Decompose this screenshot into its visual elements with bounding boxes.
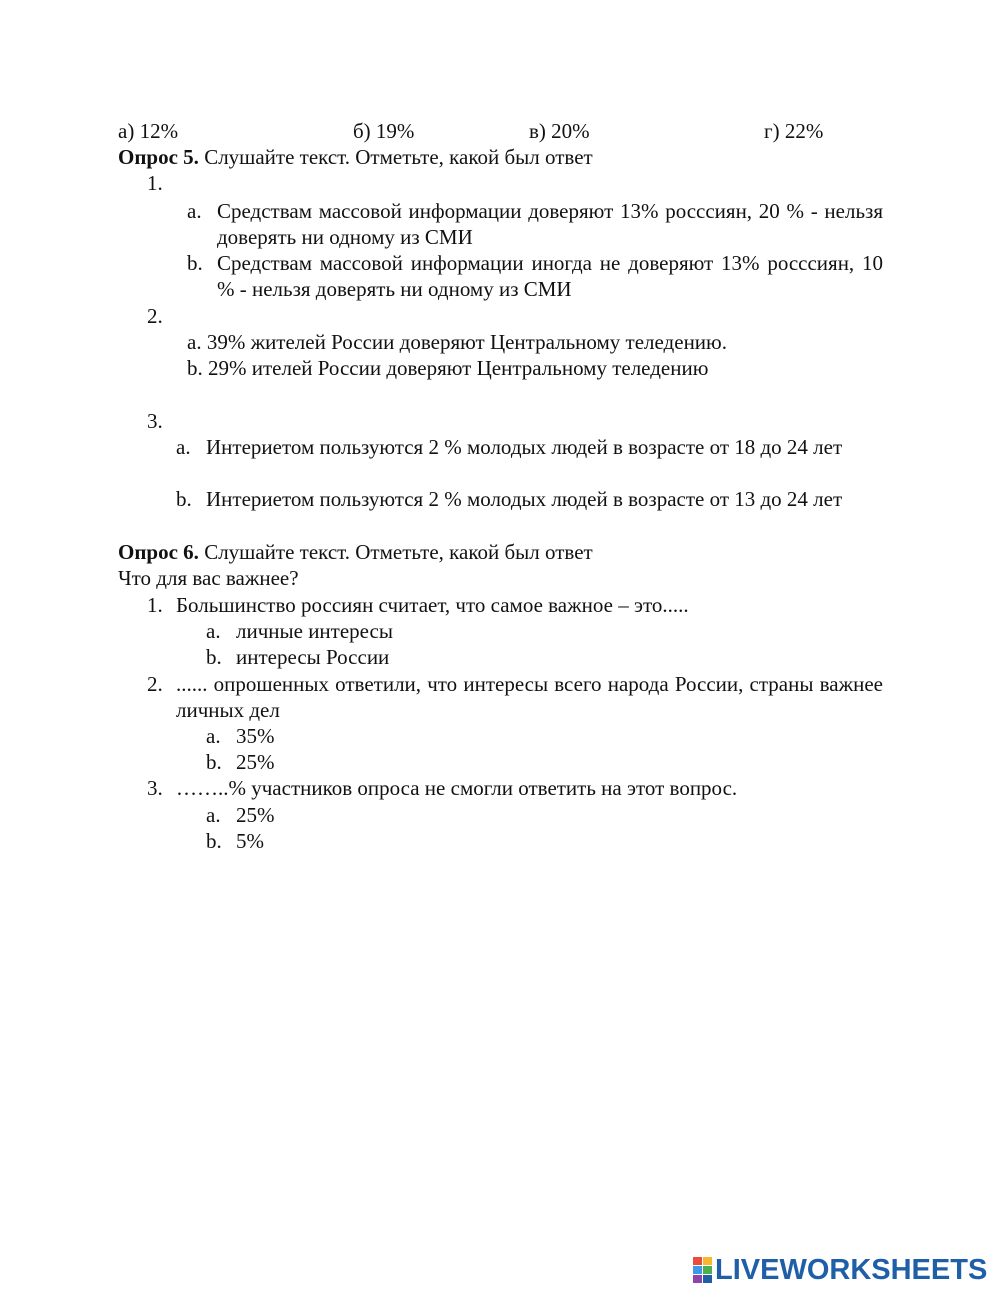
poll5-q1-number: 1. <box>147 171 163 195</box>
liveworksheets-logo[interactable] <box>693 1255 987 1285</box>
option-b: б) 19% <box>353 119 415 143</box>
poll5-q3-number: 3. <box>147 409 163 433</box>
poll6-title: Опрос 6. <box>118 540 199 564</box>
poll6-q2-a-marker: a. <box>206 724 221 748</box>
poll5-q1-b-marker: b. <box>187 251 203 275</box>
poll5-q1-a-text: Средствам массовой информации доверяют 13% росссиян, 20 % - нельзя доверять ни одному из СМИ <box>217 199 883 249</box>
poll5-q3-a-text: Интериетом пользуются 2 % молодых людей в возрасте от 18 до 24 лет <box>206 435 843 459</box>
poll6-q1-a-text: личные интересы <box>236 619 393 643</box>
poll5-q1-b-text: Средствам массовой информации иногда не доверяют 13% росссиян, 10 % - нельзя доверять ни одному из СМИ <box>217 251 883 301</box>
poll5-heading <box>118 144 593 170</box>
poll6-q1-b-marker: b. <box>206 645 222 669</box>
option-c: в) 20% <box>529 119 590 143</box>
poll6-q3-b-text: 5% <box>236 829 264 853</box>
poll6-q3-b-marker: b. <box>206 829 222 853</box>
poll5-q3-a-marker: a. <box>176 435 191 459</box>
poll5-q1-a-marker: a. <box>187 199 202 223</box>
poll5-title: Опрос 5. <box>118 145 199 169</box>
poll5-q2-number: 2. <box>147 304 163 328</box>
poll6-instruction: Слушайте текст. Отметьте, какой был ответ <box>204 540 593 564</box>
poll6-q1-text: Большинство россиян считает, что самое важное – это..... <box>176 593 689 617</box>
poll6-q3-a-marker: a. <box>206 803 221 827</box>
poll6-q3-number: 3. <box>147 776 163 800</box>
poll6-subtitle: Что для вас важнее? <box>118 566 299 590</box>
poll6-q2-b-text: 25% <box>236 750 275 774</box>
poll6-q2-a-text: 35% <box>236 724 275 748</box>
poll6-heading <box>118 539 593 565</box>
option-a: а) 12% <box>118 119 179 143</box>
poll5-q2-b-text: b. 29% ителей России доверяют Центральному теледению <box>187 356 709 380</box>
liveworksheets-logo-icon <box>693 1257 713 1283</box>
option-d: г) 22% <box>764 119 824 143</box>
poll6-q2-text: ...... опрошенных ответили, что интересы всего народа России, страны важнее личных дел <box>176 672 883 722</box>
poll5-q3-b-marker: b. <box>176 487 192 511</box>
poll6-q2-b-marker: b. <box>206 750 222 774</box>
poll6-q1-number: 1. <box>147 593 163 617</box>
liveworksheets-logo-text: LIVEWORKSHEETS <box>715 1253 988 1286</box>
poll6-q3-a-text: 25% <box>236 803 275 827</box>
poll5-q3-b-text: Интериетом пользуются 2 % молодых людей в возрасте от 13 до 24 лет <box>206 487 843 511</box>
poll6-q2-number: 2. <box>147 672 163 696</box>
poll5-q2-a-text: a. 39% жителей России доверяют Центральному теледению. <box>187 330 727 354</box>
poll5-instruction: Слушайте текст. Отметьте, какой был ответ <box>204 145 593 169</box>
poll6-q3-text: ……..% участников опроса не смогли ответить на этот вопрос. <box>176 776 738 800</box>
poll6-q1-b-text: интересы России <box>236 645 390 669</box>
poll6-q1-a-marker: a. <box>206 619 221 643</box>
